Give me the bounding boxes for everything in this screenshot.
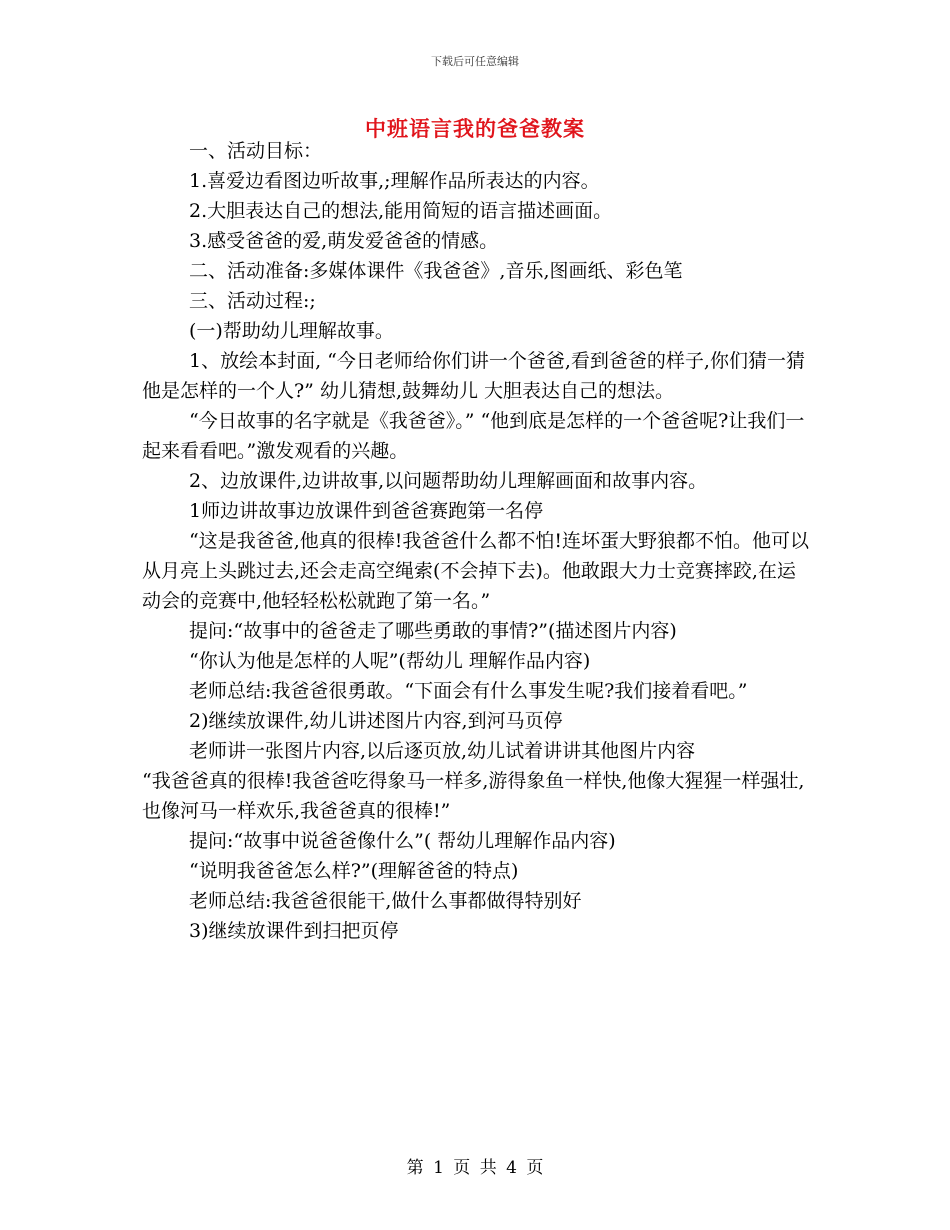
paragraph: “今日故事的名字就是《我爸爸》。” “他到底是怎样的一个爸爸呢?让我们一起来看看吧。”激发观看的兴趣。 xyxy=(142,410,805,462)
paragraph: “这是我爸爸,他真的很棒!我爸爸什么都不怕!连坏蛋大野狼都不怕。他可以从月亮上头跳过去,还会走高空绳索(不会掉下去)。他敢跟大力士竞赛摔跤,在运动会的竞赛中,他轻轻松松就跑了第一名。” xyxy=(142,530,810,612)
paragraph: 1师边讲故事边放课件到爸爸赛跑第一名停 xyxy=(189,500,544,522)
paragraph: 3.感受爸爸的爱,萌发爱爸爸的情感。 xyxy=(189,230,499,252)
paragraph: 二、活动准备:多媒体课件《我爸爸》,音乐,图画纸、彩色笔 xyxy=(189,260,683,282)
paragraph: 一、活动目标： xyxy=(189,140,323,162)
paragraph: 提问:“故事中说爸爸像什么”( 帮幼儿理解作品内容) xyxy=(189,830,616,852)
document-title: 中班语言我的爸爸教案 xyxy=(365,116,585,141)
paragraph: “说明我爸爸怎么样?”(理解爸爸的特点) xyxy=(189,860,519,882)
paragraph: 2)继续放课件,幼儿讲述图片内容,到河马页停 xyxy=(189,710,563,732)
paragraph: 2.大胆表达自己的想法,能用简短的语言描述画面。 xyxy=(189,200,613,222)
paragraph: 1、放绘本封面, “今日老师给你们讲一个爸爸,看到爸爸的样子,你们猜一猜他是怎样的一个人?” 幼儿猜想,鼓舞幼儿 大胆表达自己的想法。 xyxy=(142,350,805,402)
paragraph: “你认为他是怎样的人呢”(帮幼儿 理解作品内容) xyxy=(189,650,591,672)
page-footer: 第 1 页 共 4 页 xyxy=(406,1158,544,1178)
paragraph: “我爸爸真的很棒!我爸爸吃得象马一样多,游得象鱼一样快,他像大猩猩一样强壮,也像河马一样欢乐,我爸爸真的很棒!” xyxy=(142,770,805,822)
paragraph: 提问:“故事中的爸爸走了哪些勇敢的事情?”(描述图片内容) xyxy=(189,620,677,642)
paragraph: 三、活动过程:; xyxy=(189,290,316,312)
paragraph: 3)继续放课件到扫把页停 xyxy=(189,920,399,942)
paragraph: (一)帮助幼儿理解故事。 xyxy=(189,320,394,342)
paragraph: 2、边放课件,边讲故事,以问题帮助幼儿理解画面和故事内容。 xyxy=(189,470,708,492)
document-body xyxy=(142,136,812,946)
paragraph: 老师总结:我爸爸很勇敢。“下面会有什么事发生呢?我们接着看吧。” xyxy=(189,680,748,702)
paragraph: 老师讲一张图片内容,以后逐页放,幼儿试着讲讲其他图片内容 xyxy=(189,740,696,762)
paragraph: 老师总结:我爸爸很能干,做什么事都做得特别好 xyxy=(189,890,582,912)
paragraph: 1.喜爱边看图边听故事,;理解作品所表达的内容。 xyxy=(189,170,600,192)
page-header: 下载后可任意编辑 xyxy=(431,55,519,68)
